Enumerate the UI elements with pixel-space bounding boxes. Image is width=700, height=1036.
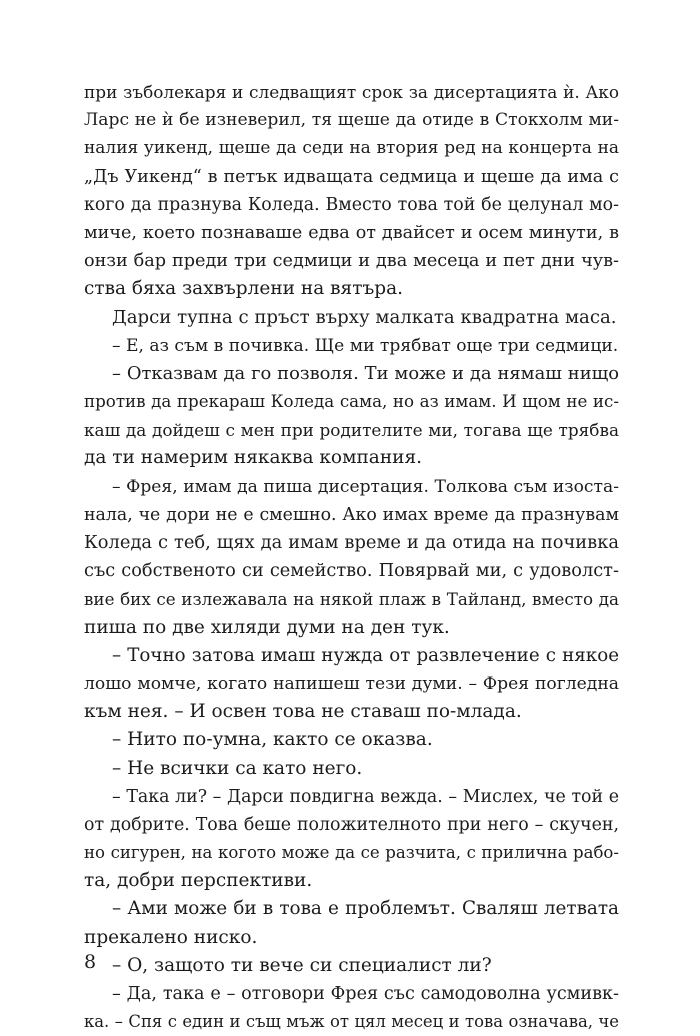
text-line: ства бяха захвърлени на вятъра. bbox=[84, 278, 403, 300]
text-line: нала, че дори не е смешно. Ако имах време да празнувам bbox=[84, 504, 619, 525]
text-line: но сигурен, на когото може да се разчита, с прилична рабо- bbox=[84, 843, 619, 863]
page-number: 8 bbox=[84, 951, 97, 973]
text-line: против да прекараш Коледа сама, но аз имам. И щом не ис- bbox=[84, 392, 619, 412]
text-line: ка. – Спя с един и същ мъж от цял месец и това означава, че bbox=[84, 1012, 619, 1032]
text-line: – Точно затова имаш нужда от развлечение с някое bbox=[112, 644, 619, 666]
text-line: – Така ли? – Дарси повдигна вежда. – Мислех, че той е bbox=[112, 786, 619, 807]
text-line: – Отказвам да го позволя. Ти може и да нямаш нищо bbox=[112, 362, 619, 384]
text-line: налия уикенд, щеше да седи на втория ред на концерта на bbox=[84, 138, 619, 159]
text-line: каш да дойдеш с мен при родителите ми, тогава ще трябва bbox=[84, 420, 619, 441]
text-line: от добрите. Това беше положителното при него – скучен, bbox=[84, 814, 619, 835]
text-line: Коледа с теб, щях да имам време и да отида на почивка bbox=[84, 532, 619, 553]
text-line: пиша по две хиляди думи на ден тук. bbox=[84, 616, 450, 638]
text-line: вие бих се излежавала на някой плаж в Тайланд, вместо да bbox=[84, 589, 619, 610]
body-text bbox=[84, 78, 619, 1036]
text-line: лошо момче, когато напишеш тези думи. – Фрея погледна bbox=[84, 673, 619, 694]
text-line: – Фрея, имам да пиша дисертация. Толкова съм изоста- bbox=[112, 476, 619, 497]
text-line: кого да празнува Коледа. Вместо това той бе целунал мо- bbox=[84, 194, 619, 215]
text-line: – Ами може би в това е проблемът. Сваляш летвата bbox=[112, 898, 619, 920]
text-line: – Да, така е – отговори Фрея със самодоволна усмивк- bbox=[112, 984, 619, 1004]
text-line: прекалено ниско. bbox=[84, 926, 258, 948]
text-line: Дарси тупна с пръст върху малката квадратна маса. bbox=[112, 306, 617, 328]
text-line: към нея. – И освен това не ставаш по-млада. bbox=[84, 701, 522, 723]
text-line: онзи бар преди три седмици и два месеца и пет дни чув- bbox=[84, 251, 619, 272]
text-line: – Нито по-умна, както се оказва. bbox=[112, 729, 433, 751]
text-line: да ти намерим някаква компания. bbox=[84, 447, 423, 469]
text-line: та, добри перспективи. bbox=[84, 870, 313, 892]
text-line: със собственото си семейство. Повярвай ми, с удоволст- bbox=[84, 561, 619, 582]
text-line: – О, защото ти вече си специалист ли? bbox=[112, 954, 492, 976]
text-line: – Е, аз съм в почивка. Ще ми трябват още три седмици. bbox=[112, 335, 619, 356]
text-line: „Дъ Уикенд“ в петък идващата седмица и щеше да има с bbox=[84, 166, 619, 187]
text-line: при зъболекаря и следващият срок за дисертацията ѝ. Ако bbox=[84, 82, 619, 102]
text-line: миче, което познаваше едва от двайсет и осем минути, в bbox=[84, 222, 619, 243]
text-line: – Не всички са като него. bbox=[112, 757, 363, 779]
text-line: Ларс не ѝ бе изневерил, тя щеше да отиде в Стокхолм ми- bbox=[84, 110, 619, 131]
